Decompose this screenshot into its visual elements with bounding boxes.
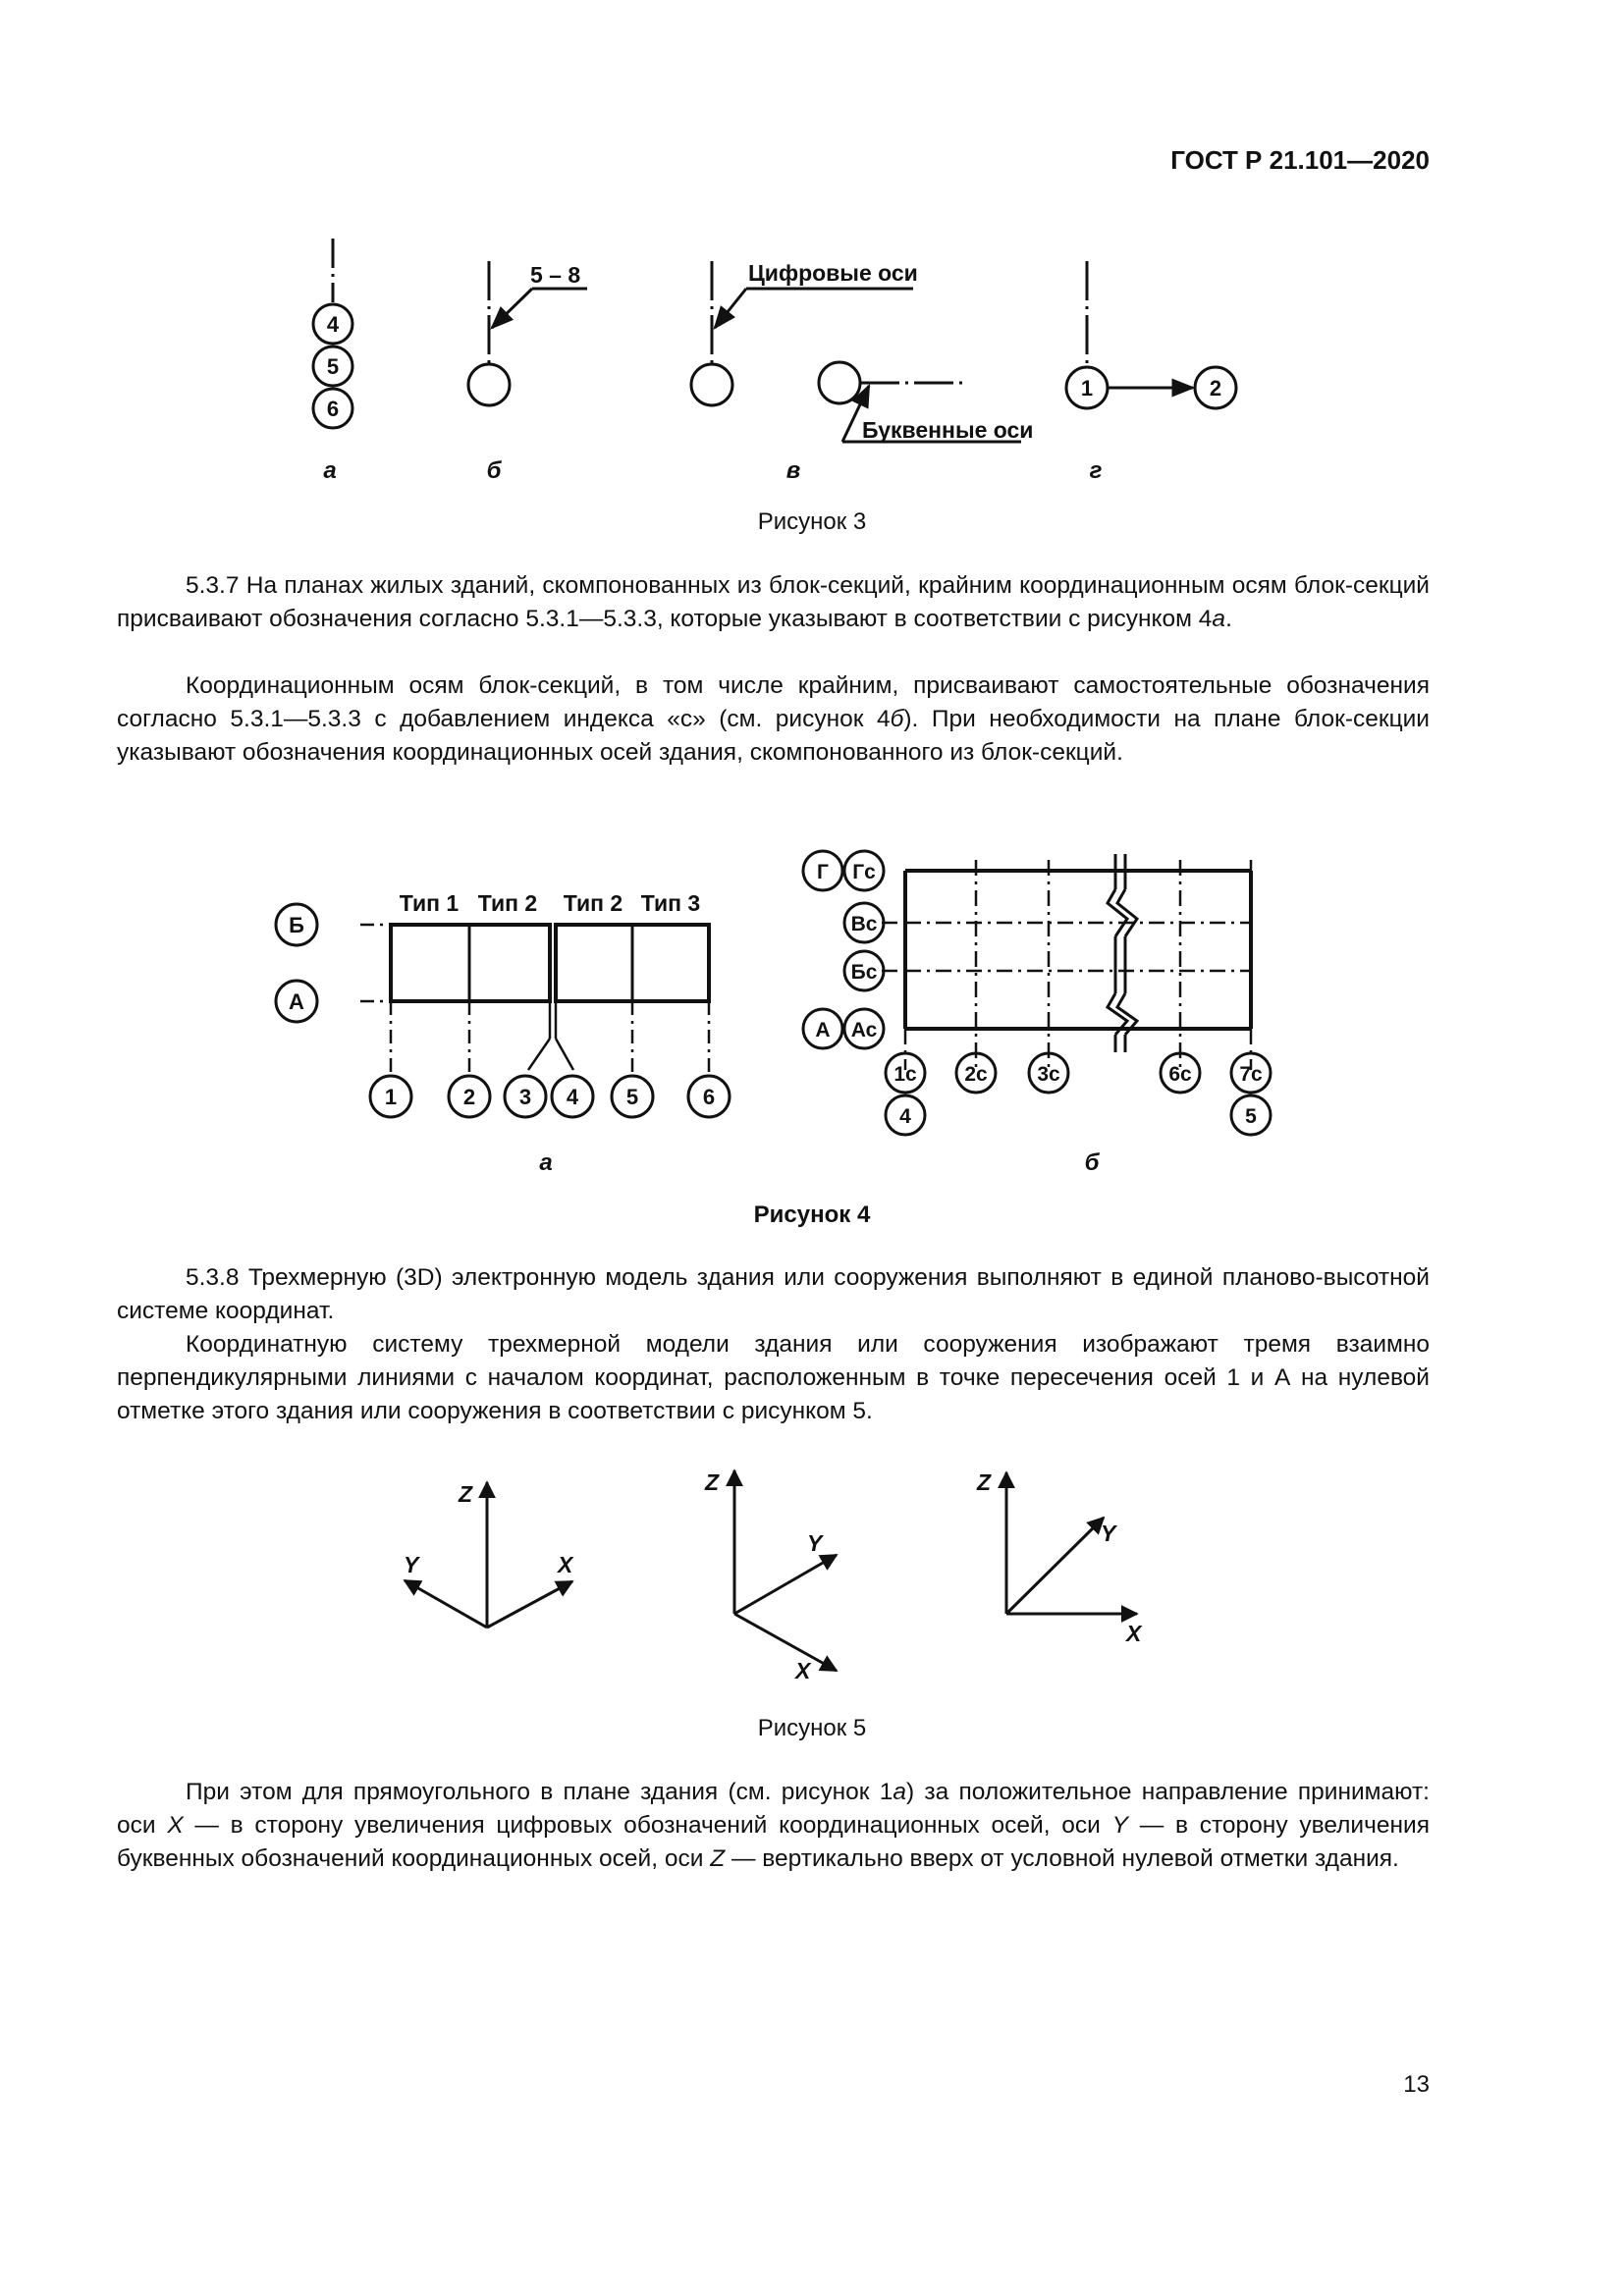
fig5-left-z: Z <box>459 1481 473 1507</box>
fig5-mid-z: Z <box>705 1469 720 1495</box>
fig3-a-circle-6: 6 <box>326 397 340 421</box>
fig5-left-y: Y <box>404 1552 419 1577</box>
paragraph-5-3-8-cont: Координатную систему трехмерной модели здания или сооружения изображают тремя взаимно перпендикулярными линиями с началом координат, расположенным в точке пересечения осей 1 и А на нулевой отметке этого здания или сооружения в соответствии с рисунком 5. <box>117 1331 1430 1424</box>
paragraph-5-3-7-cont: Координационным осям блок-секций, в том числе крайним, присваивают самостоятельные обозначения согласно 5.3.1—5.3.3 с добавлением индекса «с» (см. рисунок 4б). При необходимости на плане блок-секции указывают обозначения координационных осей здания, скомпонованного из блок-секций. <box>117 672 1430 766</box>
fig3-sublabel-v: в <box>785 457 801 484</box>
fig4a-type-1: Тип 1 <box>399 890 460 916</box>
fig4a-col-6: 6 <box>702 1085 716 1109</box>
figure-5 <box>0 1453 1624 1698</box>
fig5-right-z: Z <box>977 1469 992 1495</box>
fig3-v-leader-top: Цифровые оси <box>748 260 918 286</box>
paragraph-axes-direction: При этом для прямоугольного в плане здания (см. рисунок 1а) за положительное направление принимают: оси X — в сторону увеличения цифровых обозначений координационных осей, оси Y — в сторону увеличения буквенных обозначений координационных осей, оси Z — вертикально вверх от условной нулевой отметки здания. <box>117 1779 1430 1872</box>
fig3-sublabel-b: б <box>486 457 502 484</box>
fig4a-col-4: 4 <box>566 1085 579 1109</box>
fig4a-col-1: 1 <box>384 1085 398 1109</box>
fig4a-col-2: 2 <box>462 1085 476 1109</box>
fig4b-row-g: Г <box>817 861 829 883</box>
fig4b-col-1s: 1с <box>893 1063 917 1086</box>
fig4a-row-b: Б <box>289 913 304 937</box>
fig4b-row-bs: Бс <box>850 961 878 984</box>
fig5-right-y: Y <box>1101 1521 1116 1546</box>
paragraph-5-3-8: 5.3.8 Трехмерную (3D) электронную модель здания или сооружения выполняют в единой планово-высотной системе координат. <box>117 1264 1430 1324</box>
fig5-left-x: X <box>558 1552 573 1577</box>
fig4b-col-4: 4 <box>899 1105 911 1128</box>
page-number: 13 <box>1403 2071 1430 2098</box>
fig4a-col-5: 5 <box>625 1085 639 1109</box>
fig3-b-leader-label: 5 – 8 <box>530 262 581 288</box>
figure-3 <box>0 0 1624 530</box>
fig3-g-circle-2: 2 <box>1209 376 1222 400</box>
figure-5-caption: Рисунок 5 <box>757 1715 867 1741</box>
fig4a-type-2a: Тип 2 <box>477 890 538 916</box>
paragraph-5-3-7: 5.3.7 На планах жилых зданий, скомпонованных из блок-секций, крайним координационным осям блок-секций присваивают обозначения согласно 5.3.1—5.3.3, которые указывают в соответствии с рисунком 4а. <box>117 572 1430 632</box>
fig4b-row-vs: Вс <box>850 913 878 935</box>
fig4b-col-5: 5 <box>1245 1105 1257 1128</box>
fig4b-row-gs: Гс <box>852 861 876 883</box>
fig4a-col-3: 3 <box>518 1085 532 1109</box>
figure-4 <box>0 825 1624 1217</box>
fig3-v-leader-bottom: Буквенные оси <box>862 417 1034 443</box>
fig4b-col-2s: 2с <box>964 1063 988 1086</box>
figure-4-caption: Рисунок 4 <box>753 1201 871 1228</box>
fig4a-type-3: Тип 3 <box>640 890 701 916</box>
fig4b-col-7s: 7с <box>1239 1063 1263 1086</box>
fig4b-col-3s: 3с <box>1037 1063 1060 1086</box>
fig4a-row-a: А <box>289 989 304 1014</box>
fig4b-col-6s: 6с <box>1168 1063 1192 1086</box>
fig5-mid-y: Y <box>807 1530 823 1556</box>
fig5-mid-x: X <box>795 1658 811 1683</box>
fig4b-row-as: Ас <box>850 1019 878 1041</box>
fig3-sublabel-a: а <box>323 457 337 484</box>
figure-3-caption: Рисунок 3 <box>757 508 867 535</box>
fig3-a-circle-4: 4 <box>326 312 340 337</box>
fig4-sublabel-a: а <box>539 1149 553 1176</box>
fig3-a-circle-5: 5 <box>326 354 340 379</box>
fig4-sublabel-b: б <box>1084 1149 1100 1176</box>
document-header: ГОСТ Р 21.101—2020 <box>1170 145 1430 175</box>
fig5-right-x: X <box>1126 1621 1142 1646</box>
fig3-g-circle-1: 1 <box>1080 376 1094 400</box>
fig4b-row-a: А <box>815 1019 831 1041</box>
fig4a-type-2b: Тип 2 <box>563 890 623 916</box>
fig3-sublabel-g: г <box>1089 457 1103 484</box>
